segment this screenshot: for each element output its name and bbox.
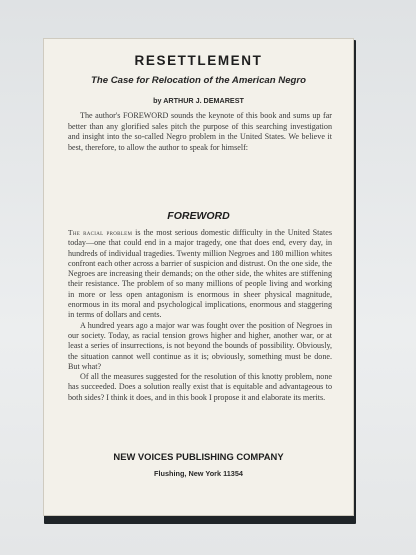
foreword-lead-words: The racial problem: [68, 228, 133, 237]
book-author: by ARTHUR J. DEMAREST: [153, 96, 244, 105]
foreword-heading: FOREWORD: [167, 210, 230, 222]
foreword-body: [68, 228, 332, 403]
foreword-paragraph-1-text: is the most serious domestic difficulty in the United States today—one that could end in a major tragedy, one that does end, every day, in hundreds of individual tragedies. Twenty million Negroes and 180 million whites confront each other across a barrier of suspicion and distrust. On the one side, the Negroes are increasing their demands; on the other side, the whites are stiffening their resistance. The problem of so many millions of people living and working in more or less open antagonism is enormous in sheer physical magnitude, enormous in its moral and psychological implications, enormous and staggering in terms of dollars and cents.: [68, 228, 332, 320]
book-title: RESETTLEMENT: [134, 53, 263, 68]
book-back-cover: [43, 38, 354, 516]
book-subtitle: The Case for Relocation of the American Negro: [90, 75, 306, 86]
foreword-paragraph-2: A hundred years ago a major war was fought over the position of Negroes in our society. Today, as racial tension grows higher and higher, another war, or at least a series of insurrections, is not beyond the bounds of possibility. Obviously, the situation cannot well continue as it is; obviously, something must be done. But what?: [68, 320, 332, 371]
publisher-address: Flushing, New York 11354: [154, 469, 243, 478]
foreword-paragraph-3: Of all the measures suggested for the resolution of this knotty problem, none has succeeded. Does a solution really exist that is equitable and advantageous to both sides? I think it does, and in this book I propose it and elaborate its merits.: [68, 372, 332, 402]
publisher-name: NEW VOICES PUBLISHING COMPANY: [113, 451, 284, 462]
foreword-paragraph-1: [68, 228, 332, 321]
publisher-intro-text: The author's FOREWORD sounds the keynote of this book and sums up far better than any glorified sales pitch the purpose of this searching investigation and insight into the so-called Negro problem in the United States. We believe it best, therefore, to allow the author to speak for himself:: [68, 111, 332, 152]
